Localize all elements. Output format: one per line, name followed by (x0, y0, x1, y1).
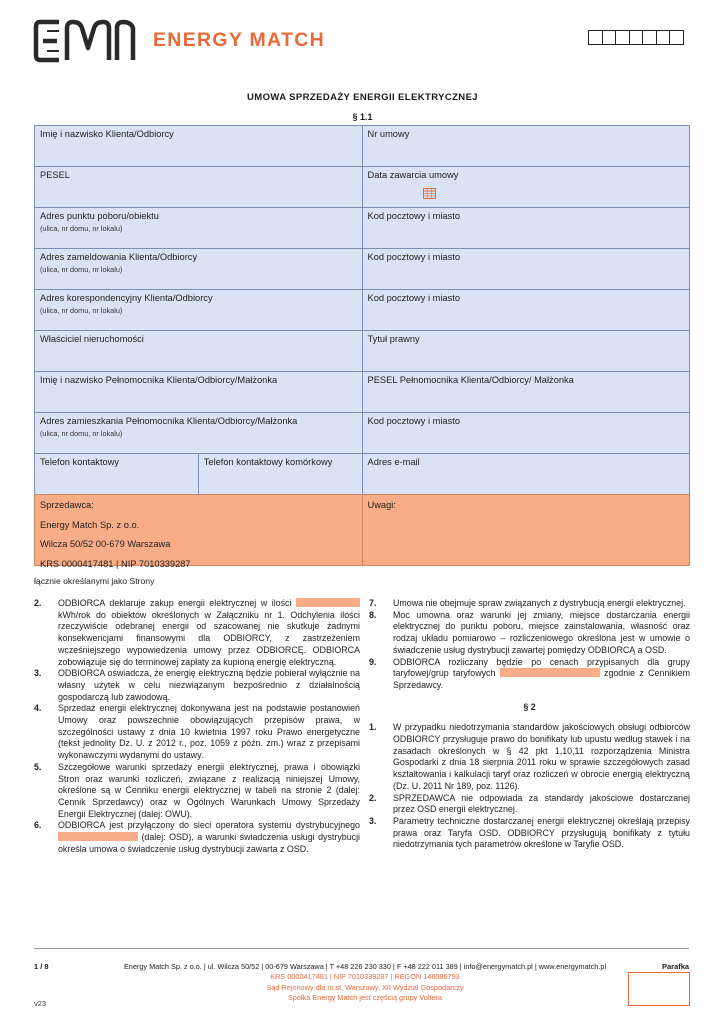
phone-field[interactable] (34, 453, 199, 495)
clause-number: 3. (369, 815, 377, 826)
attorney-name-field[interactable] (34, 371, 363, 413)
clause-text: Sprzedaż energii elektrycznej dokonywana jest na podstawie postanowień Umowy oraz powszechnie obowiązujących przepisów prawa, w szczególności ustawy z dnia 10 kwietnia 1997 roku Prawo energetyczne (tekst jednolity Dz. U. z 2012 r., poz. 1059 z późn. zm.) wraz z przepisami wykonawczymi wydanymi do ustawy. (58, 703, 360, 761)
brand-name: ENERGY MATCH (153, 29, 325, 51)
field-label: Telefon kontaktowy komórkowy (203, 457, 333, 467)
calendar-icon[interactable] (423, 188, 436, 199)
clause-item (34, 598, 360, 668)
clause-number: 7. (369, 598, 377, 608)
field-label: Adres zamieszkania Pełnomocnika Klienta/Odbiorcy/Małżonka (40, 416, 298, 426)
clause-number: 2. (34, 598, 42, 608)
parties-note: łącznie określanymi jako Strony (34, 576, 155, 586)
postal-code-field[interactable] (362, 289, 691, 331)
form-row (34, 412, 689, 453)
form-row (34, 453, 689, 494)
number-box[interactable] (669, 30, 684, 45)
field-label: Imię i nazwisko Klienta/Odbiorcy (40, 129, 174, 139)
initials-box[interactable] (628, 972, 690, 1006)
form-row (34, 289, 689, 330)
page-number: 1 / 8 (34, 962, 49, 971)
correspondence-address-field[interactable] (34, 289, 363, 331)
energy-match-logo (33, 18, 137, 64)
company-court: Sąd Rejonowy dla m.st. Warszawy, XII Wydział Gospodarczy (266, 982, 464, 992)
number-box[interactable] (615, 30, 630, 45)
form-row (34, 330, 689, 371)
seller-label: Sprzedawca: (40, 500, 94, 510)
tariff-group-input[interactable] (500, 668, 600, 677)
postal-code-field[interactable] (362, 207, 691, 249)
number-box[interactable] (629, 30, 644, 45)
field-label: Adres zameldowania Klienta/Odbiorcy (40, 252, 198, 262)
company-footer (90, 962, 640, 1004)
section-heading-1: § 1.1 (352, 112, 373, 122)
field-label: Kod pocztowy i miasto (367, 252, 460, 262)
property-owner-field[interactable] (34, 330, 363, 372)
terms-left-column (34, 598, 360, 855)
seller-ids: KRS 0000417481 | NIP 7010339287 (40, 558, 191, 569)
clause-item (34, 762, 360, 821)
field-label: Data zawarcia umowy (367, 170, 459, 180)
form-row (34, 371, 689, 412)
clause-item (34, 668, 360, 703)
clause-number: 2. (369, 792, 377, 803)
field-label: Adres korespondencyjny Klienta/Odbiorcy (40, 293, 213, 303)
field-label: Adres e-mail (367, 457, 420, 467)
clause-text: Parametry techniczne dostarczanej energii elektrycznej określają przepisy prawa oraz Taryfa OSD. ODBIORCY przysługują bonifikaty z tytułu niedotrzymania tych parametrów określone w Taryfie OSD. (393, 815, 690, 850)
field-label: Kod pocztowy i miasto (367, 211, 460, 221)
email-field[interactable] (362, 453, 690, 495)
clause-text: kWh/rok do obiektów określonych w Załączniku nr 1. Odchylenia ilości rzeczywiście odebranej energii od szacowanej nie skutkuje żadnymi konsekwencjami finansowymi dla ODBIORCY, z zastrzeżeniem wcześniejszego wypowiedzenia umowy przez ODBIORCĘ. ODBIORCA zobowiązuje się do terminowej zapłaty za kupioną energię elektryczną. (58, 609, 360, 667)
legal-title-field[interactable] (362, 330, 691, 372)
initials-label: Parafka (662, 962, 690, 971)
clause-text: Umowa nie obejmuje spraw związanych z dystrybucją energii elektrycznej. (393, 598, 686, 608)
form-row (34, 207, 689, 248)
seller-box (34, 494, 363, 569)
field-label: Tytuł prawny (367, 334, 420, 344)
field-hint: (ulica, nr domu, nr lokalu) (40, 264, 123, 274)
clause-text: zgodnie z Cennikiem Sprzedawcy. (393, 668, 691, 690)
clause-text: Szczegółowe warunki sprzedaży energii elektrycznej, prawa i obowiązki Stron oraz warunki rozliczeń, związane z realizacją niniejszej Umowy, określone są w Cenniku energii elektrycznej w tabeli na stronie 2 (dalej: Cennik Sprzedawcy) oraz w Ogólnych Warunkach Umowy Sprzedaży Energii Elektrycznej (dalej: OWU). (58, 761, 360, 819)
footer-divider (34, 948, 689, 949)
number-box[interactable] (602, 30, 617, 45)
field-label: Kod pocztowy i miasto (367, 293, 460, 303)
clause-item (369, 598, 690, 610)
company-contact: Energy Match Sp. z o.o. | ul. Wilcza 50/52 | 00-679 Warszawa | T +48 226 230 330 | F +48 222 011 389 | info@energymatch.pl | www.energymatch.pl (123, 962, 607, 971)
customer-name-field[interactable] (34, 125, 363, 167)
field-label: Telefon kontaktowy (40, 457, 120, 467)
document-title: UMOWA SPRZEDAŻY ENERGII ELEKTRYCZNEJ (247, 92, 478, 103)
field-hint: (ulica, nr domu, nr lokalu) (40, 305, 123, 315)
clause-number: 4. (34, 703, 42, 714)
clause-number: 8. (369, 609, 377, 620)
energy-amount-input[interactable] (296, 598, 360, 607)
clause-text: ODBIORCA deklaruje zakup energii elektrycznej w ilości (58, 598, 292, 608)
clause-text: W przypadku niedotrzymania standardów jakościowych obsługi odbiorców ODBIORCY przysługuje prawo do bonifikaty lub upustu według stawek i na zasadach określonych w § 42 pkt 1,10,11 rozporządzenia Ministra Gospodarki z dnia 18 sierpnia 2011 roku w sprawie szczegółowych zasad kształtowania i kalkulacji taryf oraz rozliczeń w obrocie energią elektryczną (Dz. U. 2011 Nr 189, poz. 1126). (393, 722, 690, 791)
clause-number: 3. (34, 668, 42, 679)
field-label: Uwagi: (367, 500, 396, 510)
contract-number-field[interactable] (362, 125, 691, 167)
clause-text: Moc umowna oraz warunki jej zmiany, miejsce dostarczania energii elektrycznej do punktu poboru, miejsce zainstalowania, własność oraz rodzaj układu pomiarowo – rozliczeniowego określona jest w umowie o świadczenie usług dystrybucji zawartej pomiędzy ODBIORCĄ a OSD. (393, 609, 690, 655)
delivery-address-field[interactable] (34, 207, 363, 249)
form-row (34, 494, 689, 569)
attorney-address-field[interactable] (34, 412, 363, 454)
field-hint: (ulica, nr domu, nr lokalu) (40, 428, 123, 438)
section-heading-2: § 2 (523, 701, 536, 712)
number-box[interactable] (656, 30, 671, 45)
clause-item (369, 816, 690, 851)
clause-text: SPRZEDAWCA nie odpowiada za standardy jakościowe dostarczanej przez OSD energii elektrycznej. (393, 792, 690, 815)
postal-code-field[interactable] (362, 248, 691, 290)
clause-number: 6. (34, 820, 42, 831)
clause-text: ODBIORCA rozliczany będzie po cenach przypisanych dla grupy taryfowej/grup taryfowych (393, 656, 690, 679)
field-label: Kod pocztowy i miasto (367, 416, 460, 426)
clause-text: (dalej: OSD), a warunki świadczenia usługi dystrybucji określa umowa o świadczenie usług dystrybucji zawarta z OSD. (58, 832, 361, 854)
field-label: PESEL Pełnomocnika Klienta/Odbiorcy/ Małżonka (367, 375, 574, 385)
form-row (34, 166, 689, 207)
document-version: v23 (34, 999, 47, 1008)
pesel-field[interactable] (34, 166, 363, 208)
clause-item (369, 657, 690, 692)
field-label: Imię i nazwisko Pełnomocnika Klienta/Odbiorcy/Małżonka (40, 375, 278, 385)
clause-item (34, 820, 360, 855)
clause-text: ODBIORCA jest przyłączony do sieci operatora systemu dystrybucyjnego (58, 820, 360, 831)
clause-number: 9. (369, 656, 377, 667)
seller-name: Energy Match Sp. z o.o. (40, 519, 140, 530)
contract-date-field[interactable] (362, 166, 691, 208)
company-group: Spółka Energy Match jest częścią grupy Voltera (287, 993, 443, 1003)
clause-item (369, 610, 690, 657)
postal-code-field[interactable] (362, 412, 691, 454)
registered-address-field[interactable] (34, 248, 363, 290)
clause-number: 1. (369, 722, 377, 733)
field-hint: (ulica, nr domu, nr lokalu) (40, 223, 123, 233)
field-label: Adres punktu poboru/obiektu (40, 211, 159, 221)
osd-operator-input[interactable] (58, 832, 138, 841)
terms-right-column (369, 598, 690, 851)
field-label: PESEL (40, 170, 70, 180)
field-label: Właściciel nieruchomości (40, 334, 144, 344)
company-registration: KRS 0000417481 | NIP 7010339287 | REGON 146086793 (270, 972, 460, 982)
contract-number-boxes[interactable] (589, 30, 684, 45)
number-box[interactable] (588, 30, 603, 45)
attorney-pesel-field[interactable] (362, 371, 691, 413)
form-row (34, 125, 689, 166)
remarks-field[interactable] (362, 494, 691, 566)
field-label: Nr umowy (367, 129, 410, 139)
form-row (34, 248, 689, 289)
clause-text: ODBIORCA oświadcza, że energię elektryczną będzie pobierał wyłącznie na własny użytek w celu niezwiązanym bezpośrednio z działalnością gospodarczą lub zawodową. (58, 668, 360, 702)
clause-number: 5. (34, 761, 42, 772)
number-box[interactable] (642, 30, 657, 45)
clause-item (369, 722, 690, 792)
contract-form (34, 125, 689, 569)
seller-address: Wilcza 50/52 00-679 Warszawa (40, 539, 171, 550)
clause-item (369, 793, 690, 816)
clause-item (34, 703, 360, 762)
mobile-phone-field[interactable] (198, 453, 363, 495)
